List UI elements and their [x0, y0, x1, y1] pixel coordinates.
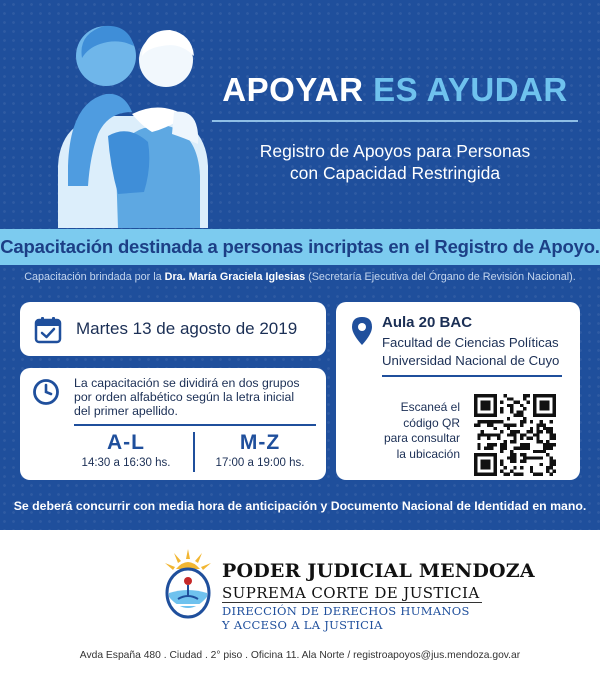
subtitle-line-1: Registro de Apoyos para Personas — [259, 141, 531, 161]
qr-code[interactable] — [474, 394, 556, 476]
group-a-l — [66, 430, 186, 470]
qr-instructions — [374, 400, 460, 462]
location-faculty: Facultad de Ciencias Políticas — [382, 335, 559, 350]
group-hours: 17:00 a 19:00 hs. — [215, 457, 305, 469]
organization-divider — [222, 602, 482, 603]
credit-suffix: (Secretaría Ejecutiva del Órgano de Revisión Nacional). — [305, 271, 576, 283]
group-m-z — [200, 430, 320, 470]
organization-department-line-2: Y ACCESO A LA JUSTICIA — [222, 618, 383, 632]
training-banner: Capacitación destinada a personas incriptas en el Registro de Apoyo. — [0, 229, 600, 265]
subtitle-line-2: con Capacidad Restringida — [289, 163, 501, 183]
title-part-blue: ES AYUDAR — [373, 71, 568, 108]
campaign-title — [200, 70, 590, 110]
location-university: Universidad Nacional de Cuyo — [382, 353, 560, 368]
schedule-card — [20, 368, 326, 480]
calendar-icon — [34, 316, 62, 344]
qr-line-3: para consultar — [383, 431, 460, 445]
schedule-description — [74, 376, 318, 418]
clock-icon — [32, 378, 60, 406]
embrace-illustration — [48, 16, 218, 228]
group-letters: M-Z — [239, 431, 281, 454]
provincial-seal-logo — [160, 547, 216, 625]
trainer-name: Dra. María Graciela Iglesias — [164, 271, 306, 283]
organization-department-line-1: DIRECCIÓN DE DERECHOS HUMANOS — [222, 604, 470, 618]
event-date: Martes 13 de agosto de 2019 — [76, 319, 298, 338]
organization-court: SUPREMA CORTE DE JUSTICIA — [222, 584, 480, 602]
qr-line-2: código QR — [403, 415, 460, 430]
credit-prefix: Capacitación brindada por la — [24, 271, 165, 283]
qr-line-1: Escaneá el — [400, 400, 460, 414]
group-letters: A-L — [107, 431, 145, 454]
attendance-notice: Se deberá concurrir con media hora de anticipación y Documento Nacional de Identidad en mano. — [13, 499, 587, 513]
map-pin-icon — [351, 316, 373, 346]
schedule-divider — [74, 424, 316, 426]
date-card — [20, 302, 326, 356]
location-room: Aula 20 BAC — [382, 314, 473, 331]
schedule-line-1: La capacitación se dividirá en dos grupos — [74, 376, 300, 390]
schedule-line-3: del primer apellido. — [74, 404, 178, 418]
group-separator — [193, 432, 195, 472]
title-divider — [212, 120, 578, 122]
schedule-line-2: por orden alfabético según la letra inicial — [74, 390, 295, 404]
organization-name: PODER JUDICIAL MENDOZA — [222, 560, 535, 582]
qr-line-4: la ubicación — [396, 446, 460, 461]
title-part-white: APOYAR — [222, 71, 364, 108]
location-card — [336, 302, 580, 480]
campaign-subtitle — [212, 140, 578, 184]
location-divider — [382, 375, 562, 377]
contact-footer: Avda España 480 . Ciudad . 2° piso . Oficina 11. Ala Norte / registroapoyos@jus.mendoza.gov.ar — [79, 650, 521, 661]
group-hours: 14:30 a 16:30 hs. — [81, 457, 171, 469]
trainer-credit — [0, 270, 600, 284]
